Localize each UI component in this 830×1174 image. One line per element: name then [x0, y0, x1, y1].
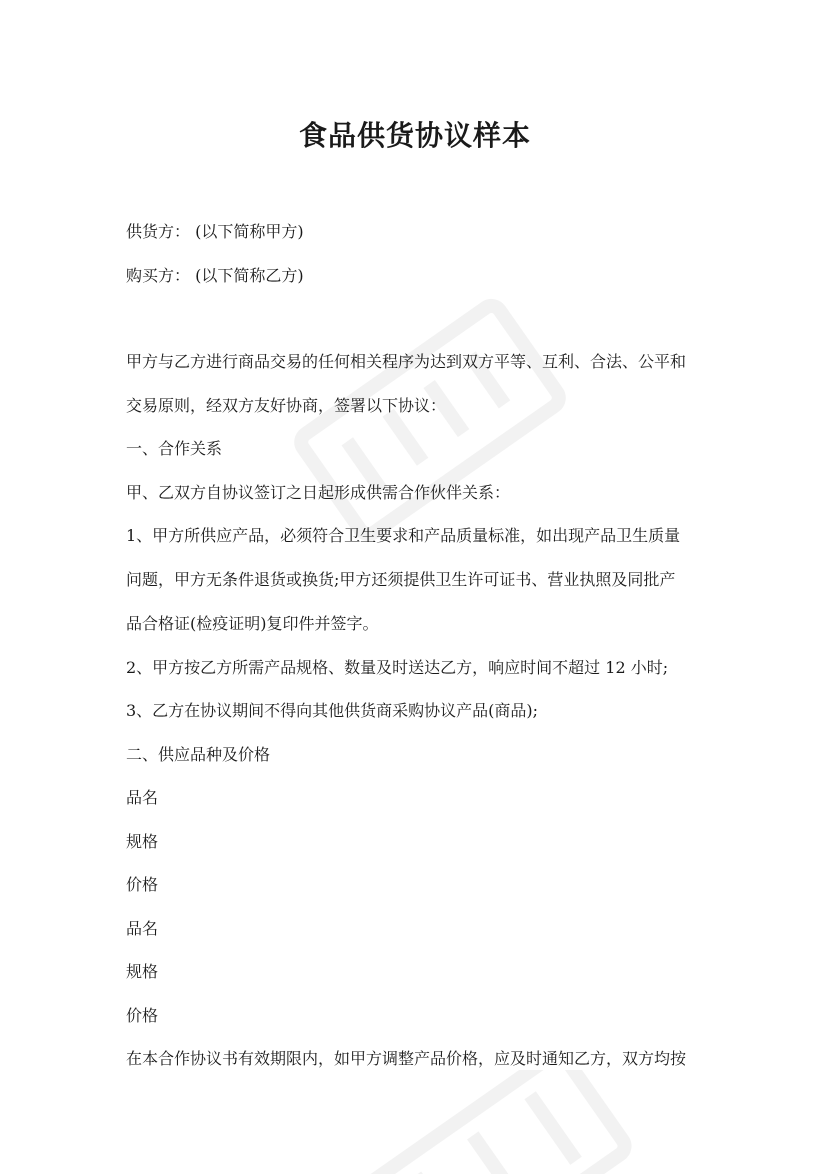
field-label: 价格	[126, 875, 159, 894]
watermark-icon	[270, 290, 590, 550]
clause-line: 1、甲方所供应产品，必须符合卫生要求和产品质量标准，如出现产品卫生质量	[126, 526, 681, 545]
paragraph-line: 甲、乙双方自协议签订之日起形成供需合作伙伴关系：	[126, 483, 511, 502]
paragraph-line: 甲方与乙方进行商品交易的任何相关程序为达到双方平等、互利、合法、公平和	[126, 352, 687, 371]
clause-line: 3、乙方在协议期间不得向其他供货商采购协议产品(商品);	[126, 701, 539, 720]
clause-line: 问题，甲方无条件退货或换货;甲方还须提供卫生许可证书、营业执照及同批产	[126, 570, 676, 589]
supplier-line: 供货方： (以下简称甲方)	[126, 222, 304, 241]
document-title: 食品供货协议样本	[298, 119, 531, 152]
field-label: 价格	[126, 1006, 159, 1025]
watermark-icon	[330, 1070, 650, 1174]
field-label: 规格	[126, 832, 159, 851]
clause-line: 品合格证(检疫证明)复印件并签字。	[126, 614, 379, 633]
field-label: 规格	[126, 962, 159, 981]
buyer-line: 购买方： (以下简称乙方)	[126, 266, 304, 285]
paragraph-line: 在本合作协议书有效期限内，如甲方调整产品价格，应及时通知乙方，双方均按	[126, 1049, 687, 1068]
clause-line: 2、甲方按乙方所需产品规格、数量及时送达乙方，响应时间不超过 12 小时;	[126, 658, 669, 677]
section-heading: 二、供应品种及价格	[126, 745, 271, 764]
section-heading: 一、合作关系	[126, 439, 223, 458]
field-label: 品名	[126, 788, 159, 807]
field-label: 品名	[126, 919, 159, 938]
paragraph-line: 交易原则，经双方友好协商，签署以下协议：	[126, 396, 447, 415]
